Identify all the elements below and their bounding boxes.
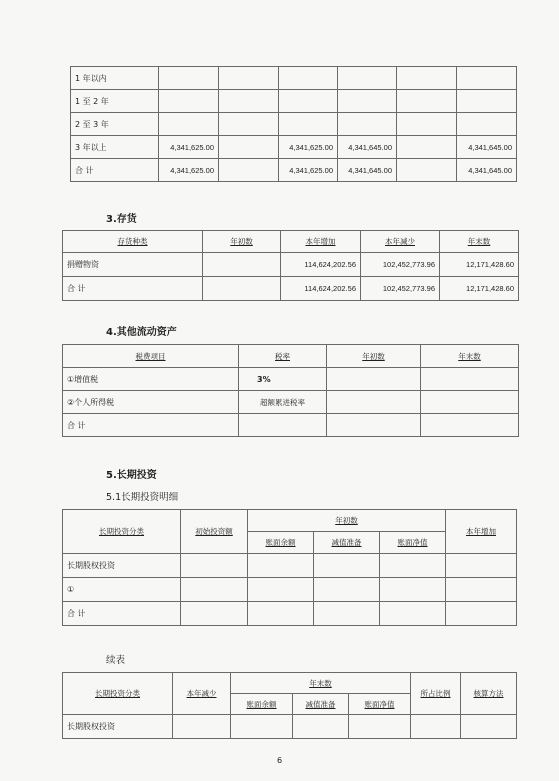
table-header-row [63, 510, 517, 532]
table-row [63, 414, 519, 437]
column-header: 年初数 [203, 231, 281, 253]
column-header: 税率 [239, 345, 327, 368]
row-label: 2 至 3 年 [71, 113, 159, 136]
row-label: 合 计 [71, 159, 159, 182]
row-label: ①增值税 [63, 368, 239, 391]
column-header: 税费项目 [63, 345, 239, 368]
table-row [63, 277, 519, 301]
section-title-other-current: 4.其他流动资产 [106, 327, 177, 338]
column-header: 本年增加 [446, 510, 517, 554]
amount-cell: 4,341,645.00 [457, 136, 517, 159]
table-row [71, 113, 517, 136]
continued-title: 续表 [106, 655, 126, 666]
row-label: ① [63, 578, 181, 602]
amount-cell: 4,341,645.00 [338, 136, 397, 159]
amount-cell: 12,171,428.60 [440, 253, 519, 277]
tax-rate-cell: 超额累进税率 [239, 391, 327, 414]
column-header: 账面净值 [349, 694, 411, 715]
amount-cell: 114,624,202.56 [281, 253, 361, 277]
amount-cell: 4,341,625.00 [279, 159, 338, 182]
section-title-long-term: 5.长期投资 [106, 470, 157, 481]
long-term-table [62, 509, 517, 626]
aging-table [70, 66, 517, 182]
other-current-table [62, 344, 519, 437]
table-header-row [63, 345, 519, 368]
tax-rate-cell: 3% [239, 368, 327, 391]
table-row [63, 368, 519, 391]
table-row [71, 67, 517, 90]
amount-cell: 4,341,645.00 [457, 159, 517, 182]
column-header: 存货种类 [63, 231, 203, 253]
page-number: 6 [276, 756, 283, 765]
row-label: 合 计 [63, 277, 203, 301]
table-row [71, 159, 517, 182]
table-header-row [63, 231, 519, 253]
amount-cell: 4,341,625.00 [159, 136, 219, 159]
table-row [63, 578, 517, 602]
amount-cell: 114,624,202.56 [281, 277, 361, 301]
column-header: 年末数 [440, 231, 519, 253]
column-header: 核算方法 [461, 673, 517, 715]
row-label: 合 计 [63, 414, 239, 437]
row-label: 1 至 2 年 [71, 90, 159, 113]
table-row [71, 90, 517, 113]
column-header: 本年减少 [173, 673, 231, 715]
row-label: 3 年以上 [71, 136, 159, 159]
table-row [63, 391, 519, 414]
column-header: 长期投资分类 [63, 510, 181, 554]
column-header: 减值准备 [293, 694, 349, 715]
amount-cell: 12,171,428.60 [440, 277, 519, 301]
section-title-inventory: 3.存货 [106, 214, 137, 225]
table-row [63, 554, 517, 578]
table-row [63, 715, 517, 739]
amount-cell: 102,452,773.96 [361, 277, 440, 301]
column-header: 所占比例 [411, 673, 461, 715]
inventory-table [62, 230, 519, 301]
column-header: 年末数 [421, 345, 519, 368]
column-header: 长期投资分类 [63, 673, 173, 715]
column-header: 年初数 [327, 345, 421, 368]
column-header: 初始投资额 [181, 510, 248, 554]
table-header-row [63, 673, 517, 694]
row-label: ②个人所得税 [63, 391, 239, 414]
row-label: 长期股权投资 [63, 554, 181, 578]
column-header: 年末数 [231, 673, 411, 694]
column-header: 账面余额 [248, 532, 314, 554]
row-label: 捐赠物资 [63, 253, 203, 277]
amount-cell: 102,452,773.96 [361, 253, 440, 277]
column-header: 年初数 [248, 510, 446, 532]
subsection-title: 5.1长期投资明细 [106, 492, 179, 503]
amount-cell: 4,341,625.00 [159, 159, 219, 182]
table-row [63, 602, 517, 626]
column-header: 账面净值 [380, 532, 446, 554]
column-header: 本年增加 [281, 231, 361, 253]
column-header: 账面余额 [231, 694, 293, 715]
table-row [63, 253, 519, 277]
row-label: 长期股权投资 [63, 715, 173, 739]
table-row [71, 136, 517, 159]
row-label: 合 计 [63, 602, 181, 626]
column-header: 本年减少 [361, 231, 440, 253]
amount-cell: 4,341,645.00 [338, 159, 397, 182]
continued-table [62, 672, 517, 739]
column-header: 减值准备 [314, 532, 380, 554]
amount-cell: 4,341,625.00 [279, 136, 338, 159]
row-label: 1 年以内 [71, 67, 159, 90]
